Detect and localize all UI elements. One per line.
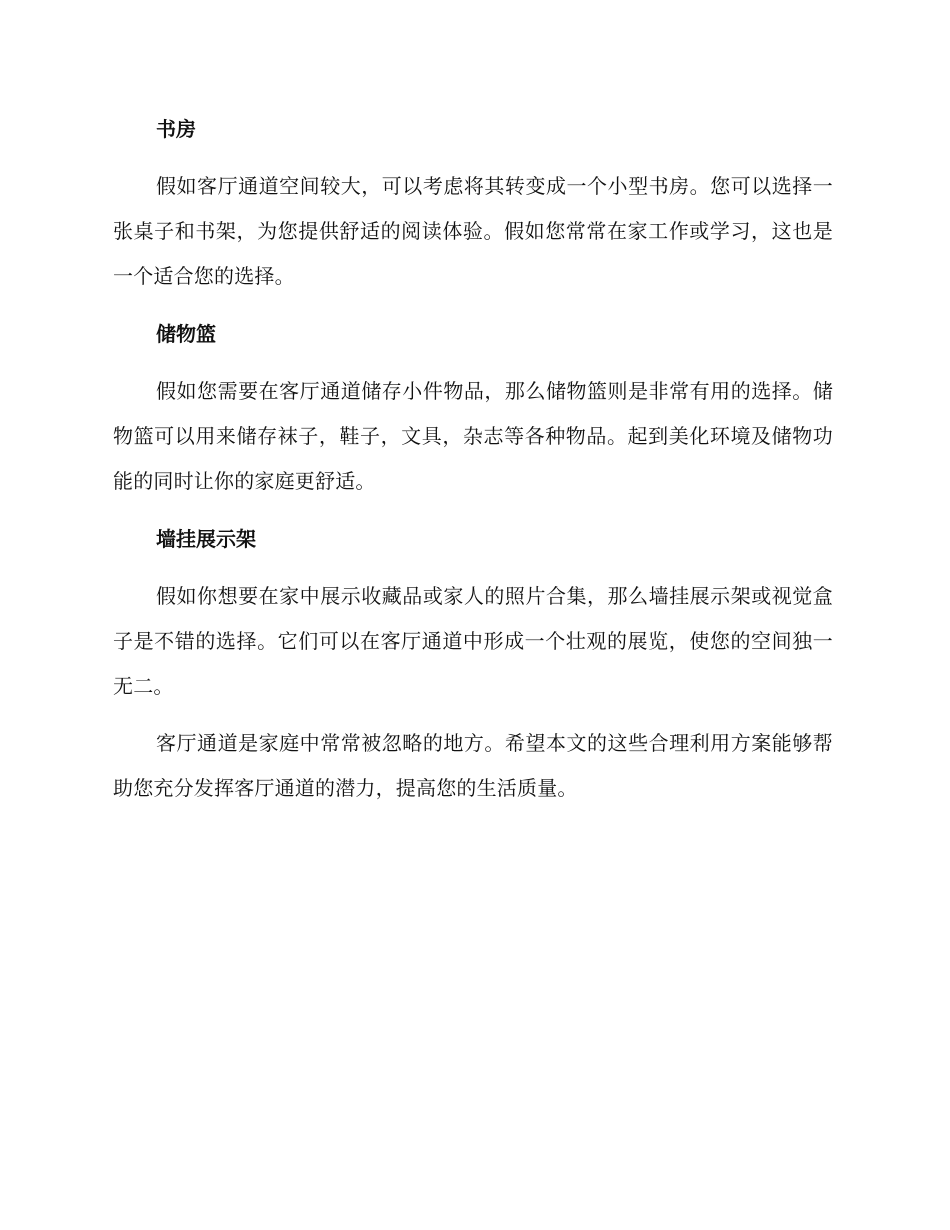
section-paragraph-wall-display-shelf: 假如你想要在家中展示收藏品或家人的照片合集，那么墙挂展示架或视觉盒子是不错的选择。它们可以在客厅通道中形成一个壮观的展览，使您的空间独一无二。 [113,584,833,698]
section-heading-study: 书房 [156,117,196,141]
section-heading-wall-display-shelf: 墙挂展示架 [156,527,256,551]
section-paragraph-study: 假如客厅通道空间较大，可以考虑将其转变成一个小型书房。您可以选择一张桌子和书架，为您提供舒适的阅读体验。假如您常常在家工作或学习，这也是一个适合您的选择。 [113,174,833,288]
conclusion-paragraph: 客厅通道是家庭中常常被忽略的地方。希望本文的这些合理利用方案能够帮助您充分发挥客厅通道的潜力，提高您的生活质量。 [113,731,833,800]
section-paragraph-storage-basket: 假如您需要在客厅通道储存小件物品，那么储物篮则是非常有用的选择。储物篮可以用来储存袜子，鞋子，文具，杂志等各种物品。起到美化环境及储物功能的同时让你的家庭更舒适。 [113,379,833,493]
section-heading-storage-basket: 储物篮 [156,322,216,346]
document-body [113,106,833,823]
